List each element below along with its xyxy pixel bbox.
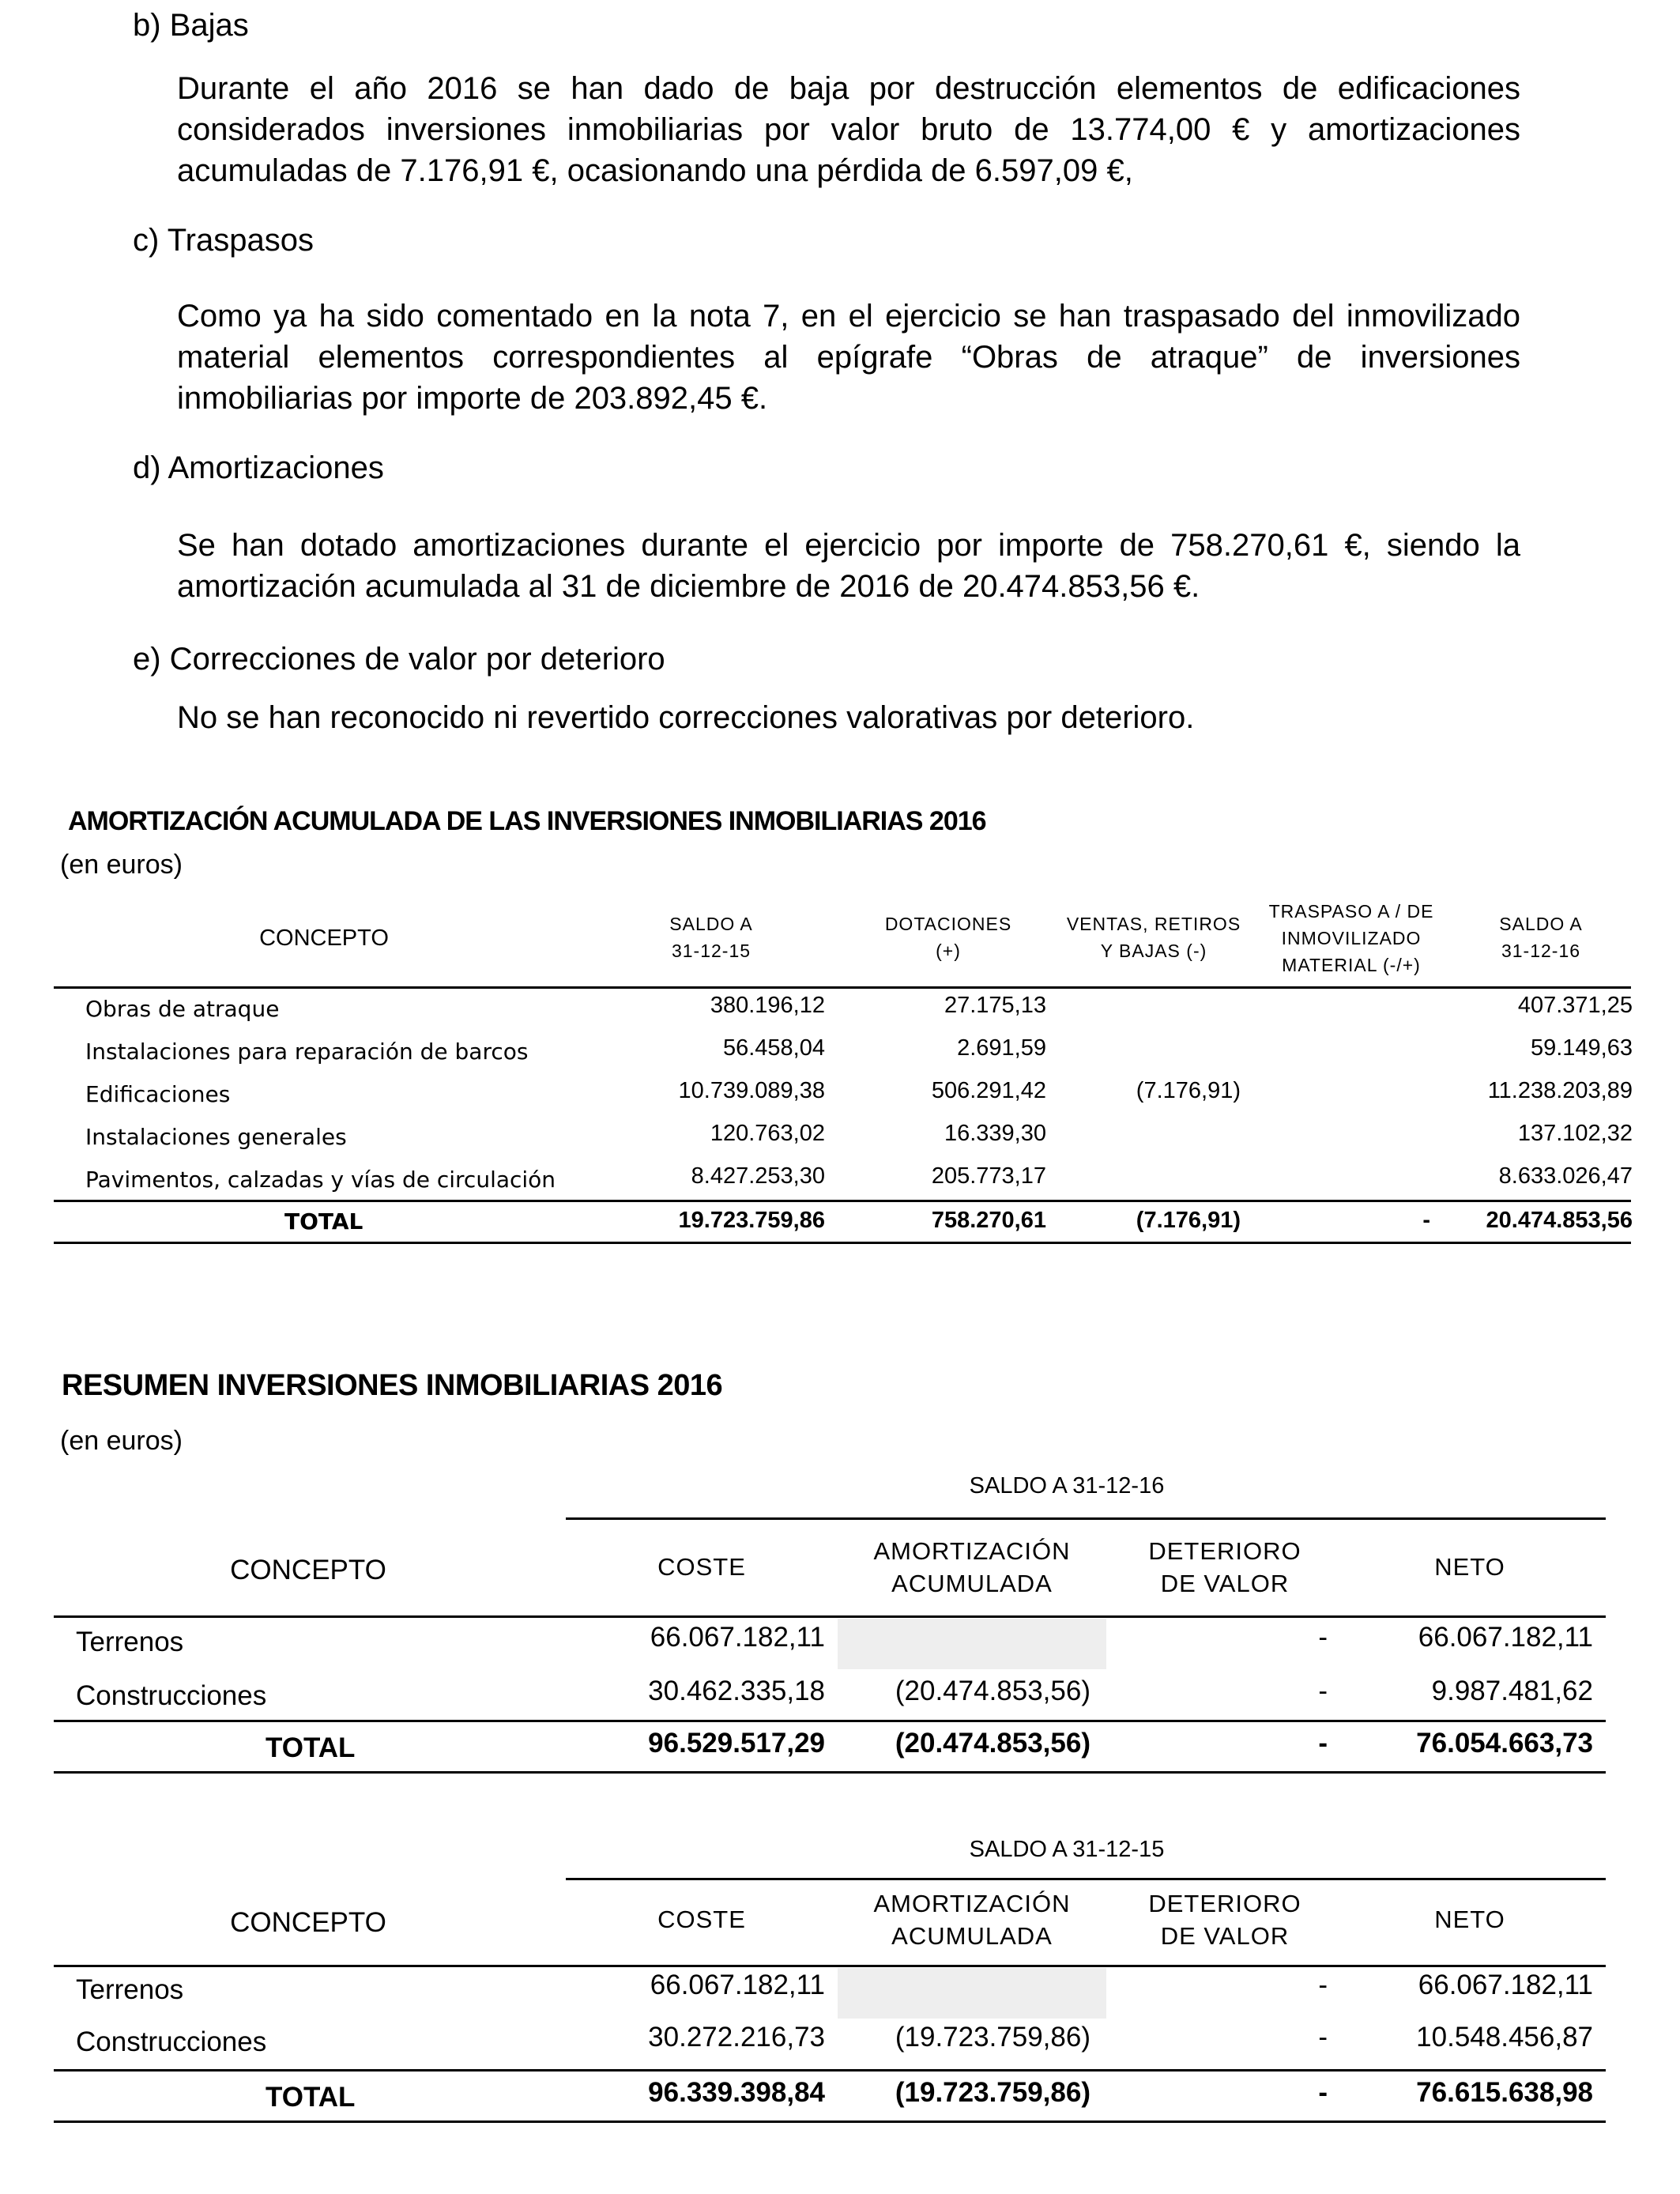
amort-row-saldo-ini: 380.196,12	[710, 993, 825, 1018]
amort-header-concepto: CONCEPTO	[259, 925, 389, 951]
resumen15-saldo-label: SALDO A 31-12-15	[969, 1837, 1165, 1862]
amort-row-concepto: Instalaciones para reparación de barcos	[85, 1039, 529, 1065]
resumen16-total-deterioro: -	[1318, 1728, 1328, 1759]
resumen-title: RESUMEN INVERSIONES INMOBILIARIAS 2016	[62, 1369, 723, 1402]
resumen16-row-amort: (20.474.853,56)	[895, 1676, 1090, 1706]
resumen16-header-rule	[54, 1615, 1606, 1618]
resumen16-header-concepto: CONCEPTO	[230, 1555, 386, 1585]
resumen16-total-amort: (20.474.853,56)	[895, 1728, 1090, 1759]
amort-row-saldo-ini: 120.763,02	[710, 1121, 825, 1146]
resumen15-header-rule	[54, 1965, 1606, 1967]
resumen16-header-amort-line2: ACUMULADA	[891, 1570, 1053, 1597]
resumen16-row-concepto: Terrenos	[76, 1627, 184, 1657]
amort-header-saldo-ini-line1: SALDO A	[669, 914, 753, 934]
resumen15-header-amort	[838, 1887, 1106, 1952]
section-c-heading: c) Traspasos	[133, 223, 314, 258]
resumen15-row-concepto: Terrenos	[76, 1974, 184, 2005]
resumen15-row-deterioro: -	[1318, 2022, 1328, 2053]
amort-header-ventas	[1051, 910, 1256, 964]
resumen16-header-coste: COSTE	[657, 1553, 746, 1581]
amort-row-saldo-ini: 56.458,04	[722, 1035, 825, 1061]
amort-total-saldo-ini: 19.723.759,86	[678, 1208, 825, 1233]
amort-header-rule	[54, 986, 1631, 989]
resumen15-header-concepto: CONCEPTO	[230, 1907, 386, 1938]
amort-row-dotaciones: 27.175,13	[944, 993, 1046, 1018]
section-d-text: Se han dotado amortizaciones durante el ejercicio por importe de 758.270,61 €, siendo la amortización acumulada al 31 de diciembre de 2016 de 20.474.853,56 €.	[177, 528, 1520, 604]
resumen15-top-rule	[566, 1878, 1606, 1880]
resumen16-header-deterioro-line2: DE VALOR	[1160, 1570, 1290, 1597]
amort-header-traspaso-line2: INMOVILIZADO	[1281, 928, 1422, 948]
resumen16-header-amort	[838, 1535, 1106, 1600]
resumen15-shaded-cell	[838, 1968, 1106, 2019]
amort-header-saldo-fin	[1470, 910, 1612, 964]
resumen16-header-deterioro	[1106, 1535, 1343, 1600]
amort-row-concepto: Instalaciones generales	[85, 1124, 347, 1150]
resumen15-row-neto: 10.548.456,87	[1416, 2022, 1593, 2053]
amort-header-traspaso-line1: TRASPASO A / DE	[1268, 901, 1434, 922]
resumen16-shaded-cell	[838, 1619, 1106, 1669]
resumen16-row-coste: 30.462.335,18	[648, 1676, 825, 1706]
resumen15-bottom-rule	[54, 2120, 1606, 2123]
resumen16-header-amort-line1: AMORTIZACIÓN	[873, 1537, 1071, 1565]
resumen16-row-coste: 66.067.182,11	[650, 1622, 825, 1653]
resumen15-total-deterioro: -	[1318, 2077, 1328, 2108]
amort-header-ventas-line1: VENTAS, RETIROS	[1066, 914, 1241, 934]
resumen16-header-deterioro-line1: DETERIORO	[1148, 1537, 1301, 1565]
resumen15-row-coste: 66.067.182,11	[650, 1970, 825, 2000]
amort-header-ventas-line2: Y BAJAS (-)	[1100, 941, 1207, 961]
amort-row-saldo-fin: 11.238.203,89	[1487, 1078, 1633, 1103]
amort-total-saldo-fin: 20.474.853,56	[1486, 1208, 1633, 1233]
amort-header-traspaso-line3: MATERIAL (-/+)	[1282, 955, 1421, 975]
amort-header-saldo-ini	[632, 910, 790, 964]
section-c-text: Como ya ha sido comentado en la nota 7, en el ejercicio se han traspasado del inmovilizado material elementos correspondientes al epígrafe “Obras de atraque” de inversiones inmobiliarias por importe de 203.892,45 €.	[177, 299, 1520, 416]
resumen15-header-deterioro	[1106, 1887, 1343, 1952]
resumen15-total-neto: 76.615.638,98	[1416, 2077, 1593, 2108]
amort-header-saldo-fin-line2: 31-12-16	[1501, 941, 1581, 961]
resumen15-total-amort: (19.723.759,86)	[895, 2077, 1090, 2108]
amort-total-top-rule	[54, 1200, 1631, 1202]
amort-header-dotaciones-line2: (+)	[936, 941, 961, 961]
amort-header-saldo-ini-line2: 31-12-15	[671, 941, 751, 961]
resumen16-total-neto: 76.054.663,73	[1416, 1728, 1593, 1759]
resumen16-row-neto: 9.987.481,62	[1431, 1676, 1593, 1706]
resumen15-row-neto: 66.067.182,11	[1418, 1970, 1593, 2000]
section-d-heading: d) Amortizaciones	[133, 450, 384, 485]
resumen15-row-concepto: Construcciones	[76, 2026, 267, 2057]
amort-row-concepto: Edificaciones	[85, 1081, 231, 1107]
resumen15-header-amort-line1: AMORTIZACIÓN	[873, 1890, 1071, 1917]
resumen16-row-deterioro: -	[1318, 1676, 1328, 1706]
resumen16-total-top-rule	[54, 1720, 1606, 1722]
resumen15-header-deterioro-line1: DETERIORO	[1148, 1890, 1301, 1917]
resumen16-bottom-rule	[54, 1771, 1606, 1774]
amort-table-unit: (en euros)	[60, 850, 183, 880]
amort-row-dotaciones: 2.691,59	[957, 1035, 1046, 1061]
amort-row-concepto: Obras de atraque	[85, 996, 280, 1022]
amort-row-concepto: Pavimentos, calzadas y vías de circulación	[85, 1167, 556, 1193]
resumen15-row-amort: (19.723.759,86)	[895, 2022, 1090, 2053]
amort-row-dotaciones: 205.773,17	[931, 1163, 1046, 1189]
resumen15-header-deterioro-line2: DE VALOR	[1160, 1922, 1290, 1950]
resumen15-header-coste: COSTE	[657, 1906, 746, 1933]
resumen16-top-rule	[566, 1517, 1606, 1520]
amort-row-dotaciones: 16.339,30	[944, 1121, 1046, 1146]
amort-header-traspaso	[1249, 898, 1454, 978]
resumen15-total-label: TOTAL	[266, 2082, 356, 2113]
amort-row-saldo-fin: 59.149,63	[1530, 1035, 1633, 1061]
section-e-text: No se han reconocido ni revertido correcciones valorativas por deterioro.	[177, 700, 1195, 735]
amort-total-ventas: (7.176,91)	[1136, 1208, 1241, 1233]
resumen15-header-neto: NETO	[1434, 1906, 1505, 1933]
amort-table-title: AMORTIZACIÓN ACUMULADA DE LAS INVERSIONES INMOBILIARIAS 2016	[68, 806, 986, 836]
amort-total-label: TOTAL	[284, 1208, 363, 1235]
resumen16-row-deterioro: -	[1318, 1622, 1328, 1653]
resumen16-header-neto: NETO	[1434, 1553, 1505, 1581]
resumen15-header-amort-line2: ACUMULADA	[891, 1922, 1053, 1950]
amort-total-dotaciones: 758.270,61	[931, 1208, 1046, 1233]
amort-row-saldo-fin: 137.102,32	[1517, 1121, 1633, 1146]
resumen16-total-label: TOTAL	[266, 1732, 356, 1763]
resumen15-total-top-rule	[54, 2069, 1606, 2071]
resumen-unit: (en euros)	[60, 1426, 183, 1456]
resumen15-total-coste: 96.339.398,84	[648, 2077, 825, 2108]
resumen16-row-concepto: Construcciones	[76, 1680, 267, 1711]
resumen15-row-coste: 30.272.216,73	[648, 2022, 825, 2053]
section-b-text: Durante el año 2016 se han dado de baja por destrucción elementos de edificaciones considerados inversiones inmobiliarias por valor bruto de 13.774,00 € y amortizaciones acumuladas de 7.176,91 €, ocasionando una pérdida de 6.597,09 €,	[177, 71, 1520, 188]
amort-row-saldo-fin: 407.371,25	[1517, 993, 1633, 1018]
resumen16-row-neto: 66.067.182,11	[1418, 1622, 1593, 1653]
amort-row-saldo-ini: 8.427.253,30	[691, 1163, 825, 1189]
amort-row-dotaciones: 506.291,42	[931, 1078, 1046, 1103]
amort-row-saldo-fin: 8.633.026,47	[1498, 1163, 1633, 1189]
section-e-heading: e) Correcciones de valor por deterioro	[133, 642, 665, 677]
section-b-heading: b) Bajas	[133, 8, 249, 43]
amort-header-dotaciones	[861, 910, 1035, 964]
amort-header-dotaciones-line1: DOTACIONES	[884, 914, 1012, 934]
amort-row-ventas: (7.176,91)	[1136, 1078, 1241, 1103]
resumen16-saldo-label: SALDO A 31-12-16	[969, 1473, 1165, 1498]
resumen15-row-deterioro: -	[1318, 1970, 1328, 2000]
amort-header-saldo-fin-line1: SALDO A	[1499, 914, 1583, 934]
amort-row-saldo-ini: 10.739.089,38	[678, 1078, 825, 1103]
resumen16-total-coste: 96.529.517,29	[648, 1728, 825, 1759]
amort-total-traspaso: -	[1422, 1208, 1430, 1233]
amort-bottom-rule	[54, 1242, 1631, 1244]
